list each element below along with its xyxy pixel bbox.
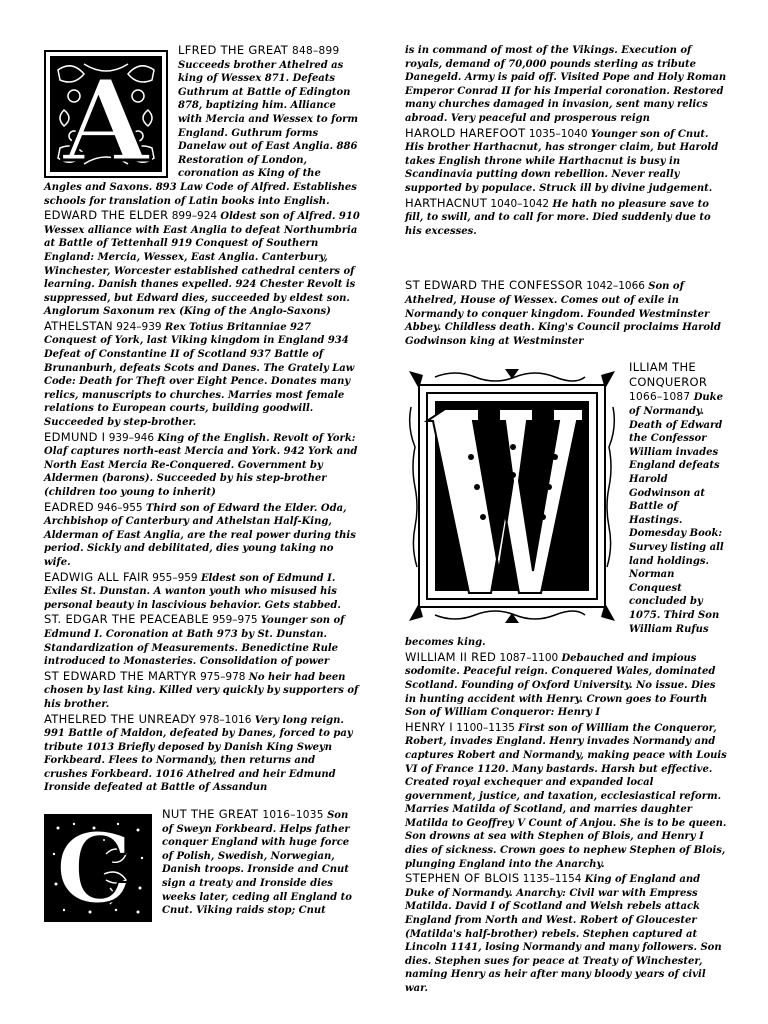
confessor-title: ST EDWARD THE CONFESSOR: [405, 278, 583, 293]
edward-martyr-dates: 975–978: [200, 670, 246, 683]
entry-alfred: [44, 44, 362, 208]
edward-elder-title: EDWARD THE ELDER: [44, 208, 169, 223]
initial-c-glyph: C: [55, 814, 133, 923]
athelstan-title: ATHELSTAN: [44, 318, 113, 333]
harthacnut-title: HARTHACNUT: [405, 195, 488, 210]
dropcap-a-illumination: [44, 50, 168, 178]
eadred-dates: 946–955: [97, 501, 143, 514]
entry-william-conqueror: [405, 361, 727, 649]
harthacnut-text: He hath no pleasure save to fill, to swill, and to call for more. Died suddenly due to his excesses.: [405, 198, 711, 237]
henry-dates: 1100–1135: [456, 721, 515, 734]
illuminated-initial-a-icon: [44, 50, 168, 178]
edward-martyr-title: ST EDWARD THE MARTYR: [44, 668, 197, 683]
initial-a-glyph: A: [62, 56, 150, 178]
edgar-dates: 959–975: [212, 614, 258, 627]
stephen-text: King of England and Duke of Normandy. Anarchy: Civil war with Empress Matilda. David I of Scotland and Welsh rebels attack England from North and West. Robert of Gloucester (Matilda's half-brother) rebels. Stephen captured at Lincoln 1141, losing Normandy and many followers. Son dies. Stephen sues for peace at Treaty of Winchester, naming Henry as heir after many bloody years of civil war.: [405, 874, 722, 994]
left-column: [44, 44, 362, 924]
athelred-title: ATHELRED THE UNREADY: [44, 711, 197, 726]
athelred-text: Very long reign. 991 Battle of Maldon, defeated by Danes, forced to pay tribute 1013 Briefly deposed by Danish King Sweyn Forkbeard. Flees to Normandy, then returns and crushes Forkbeard. 1016 Athelred and heir Edmund Ironside defeated at Battle of Assandun: [44, 714, 353, 794]
entry-harthacnut: [405, 197, 727, 239]
entry-edward-the-elder: [44, 209, 362, 319]
eadred-text: Third son of Edward the Elder. Oda, Archbishop of Canterbury and Athelstan Half-King, Alderman of East Anglia, are the real power during this period. Sickly and debilitated, dies young taking no wife.: [44, 502, 356, 568]
entry-edmund-i: [44, 431, 362, 500]
eadwig-title: EADWIG ALL FAIR: [44, 569, 149, 584]
edward-elder-dates: 899–924: [171, 210, 218, 223]
edmund-dates: 939–946: [108, 431, 155, 444]
athelred-dates: 978–1016: [199, 713, 252, 726]
william-heading: ILLIAM THE CONQUEROR 1066–1087: [629, 360, 708, 404]
entry-henry-i: [405, 721, 727, 872]
edgar-title: ST. EDGAR THE PEACEABLE: [44, 612, 209, 627]
confessor-text: Son of Athelred, House of Wessex. Comes out of exile in Normandy to conquer kingdom. Founded Westminster Abbey. Childless death. King's Council proclaims Harold Godwinson king at Westminster: [405, 281, 721, 347]
cnut-continuation: [405, 44, 727, 126]
stephen-title: STEPHEN OF BLOIS: [405, 871, 520, 886]
entry-athelred: [44, 713, 362, 796]
right-column: [405, 44, 727, 997]
athelstan-text: Rex Totius Britanniae 927 Conquest of York, last Viking kingdom in England 934 Defeat of Constantine II of Scotland 937 Battle of Brunanburh, defeats Scots and Danes. The Grately Law Code: Death for Theft over Eight Pence. Donates many relics, manuscripts to churches. Marries most female relations to European courts, building goodwill. Succeeded by step-brother.: [44, 321, 355, 429]
illuminated-initial-c-icon: [44, 814, 152, 922]
entry-confessor: [405, 279, 727, 348]
entry-cnut: [44, 807, 362, 923]
edward-martyr-text: No heir had been chosen by last king. Killed very quickly by supporters of his brother.: [44, 671, 359, 710]
entry-william-ii: [405, 651, 727, 720]
william-ii-dates: 1087–1100: [499, 651, 559, 664]
alfred-text: Succeeds brother Athelred as king of Wessex 871. Defeats Guthrum at Battle of Edington 878, baptizing him. Alliance with Mercia and Wessex to form England. Guthrum forms Danelaw out of East Anglia. 886 Restoration of London, coronation as King of the Angles and Saxons. 893 Law Code of Alfred. Establishes schools for translation of Latin books into English.: [44, 59, 358, 207]
entry-edward-martyr: [44, 670, 362, 712]
eadwig-text: Eldest son of Edmund I. Exiles St. Dunstan. A wanton youth who misused his personal beauty in lascivious behavior. Gets stabbed.: [44, 572, 341, 611]
confessor-dates: 1042–1066: [586, 280, 645, 293]
william-ii-title: WILLIAM II RED: [405, 649, 497, 664]
entry-edgar: [44, 613, 362, 668]
henry-text: First son of William the Conqueror, Robert, invades England. Henry invades Normandy and captures Robert and Normandy, making peace with Louis VI of France 1120. Many bastards. Harsh but effective. Created royal exchequer and expanded local government, justice, and taxation, ecclesiastical reform. Marries Matilda of Scotland, and marries daughter Matilda to Geoffrey V Count of Anjou. She is to be queen. Son drowns at sea with Stephen of Blois, and Henry I dies of sickness. Crown goes to nephew Stephen of Blois, plunging England into the Anarchy.: [405, 722, 727, 870]
harold-title: HAROLD HAREFOOT: [405, 125, 526, 140]
dropcap-c-illumination: [44, 814, 152, 922]
cnut-heading: NUT THE GREAT 1016–1035: [162, 807, 324, 822]
eadred-title: EADRED: [44, 499, 94, 514]
dropcap-w-illumination: [405, 367, 619, 625]
william-ii-text: Debauched and impious sodomite. Peaceful reign. Conquered Wales, dominated Scotland. Founding of Oxford University. No issue. Dies in hunting accident with Henry. Crown goes to Fourth Son of William Conqueror: Henry I: [405, 652, 716, 719]
stephen-dates: 1135–1154: [522, 873, 582, 886]
edmund-title: EDMUND I: [44, 429, 106, 444]
harold-dates: 1035–1040: [528, 127, 588, 140]
harthacnut-dates: 1040–1042: [490, 197, 550, 210]
harold-text: Younger son of Cnut. His brother Harthacnut, has stronger claim, but Harold takes English throne while Harthacnut is busy in Scandinavia putting down rebellion. Never really supported by populace. Struck ill by divine judgement.: [405, 128, 719, 194]
edmund-text: King of the English. Revolt of York: Olaf captures north-east Mercia and York. 942 York and North East Mercia Re-Conquered. Government by Aldermen (barons). Succeeded by his step-brother (children too young to inherit): [44, 432, 358, 498]
illuminated-initial-w-icon: [405, 367, 619, 625]
eadwig-dates: 955–959: [152, 571, 198, 584]
cnut-continuation-text: is in command of most of the Vikings. Execution of royals, demand of 70,000 pounds sterling as tribute Danegeld. Army is paid off. Visited Pope and Holy Roman Emperor Conrad II for his Imperial coronation. Restored many churches damaged in invasion, sent many relics abroad. Very peaceful and prosperous reign: [405, 45, 727, 124]
edward-elder-text: Oldest son of Alfred. 910 Wessex alliance with East Anglia to defeat Northumbria at Battle of Tettenhall 919 Conquest of Southern England: Mercia, Wessex, East Anglia. Canterbury, Winchester, Worcester established cathedral centers of learning. Danish thanes expelled. 924 Chester Revolt is suppressed, but Edward dies, succeeded by eldest son. Anglorum Saxonum rex (King of the Anglo-Saxons): [44, 211, 360, 318]
edgar-text: Younger son of Edmund I. Coronation at Bath 973 by St. Dunstan. Standardization of Measurements. Benedictine Rule introduced to Monasteries. Consolidation of power: [44, 615, 345, 668]
henry-title: HENRY I: [405, 719, 453, 734]
entry-athelstan: [44, 320, 362, 430]
alfred-heading: LFRED THE GREAT 848–899: [178, 43, 340, 57]
william-text: Duke of Normandy. Death of Edward the Confessor William invades England defeats Harold Godwinson at Battle of Hastings. Domesday Book: Survey listing all land holdings. Norman Conquest concluded by 1075. Third Son William Rufus becomes king.: [405, 392, 724, 649]
entry-harold-harefoot: [405, 127, 727, 196]
entry-eadred: [44, 501, 362, 570]
athelstan-dates: 924–939: [116, 320, 162, 333]
entry-stephen: [405, 872, 727, 995]
entry-eadwig: [44, 571, 362, 613]
cnut-text: Son of Sweyn Forkbeard. Helps father conquer England with huge force of Polish, Swedish, Norwegian, Danish troops. Ironside and Cnut sign a treaty and Ironside dies weeks later, ceding all England to Cnut. Viking raids stop; Cnut: [162, 810, 352, 917]
